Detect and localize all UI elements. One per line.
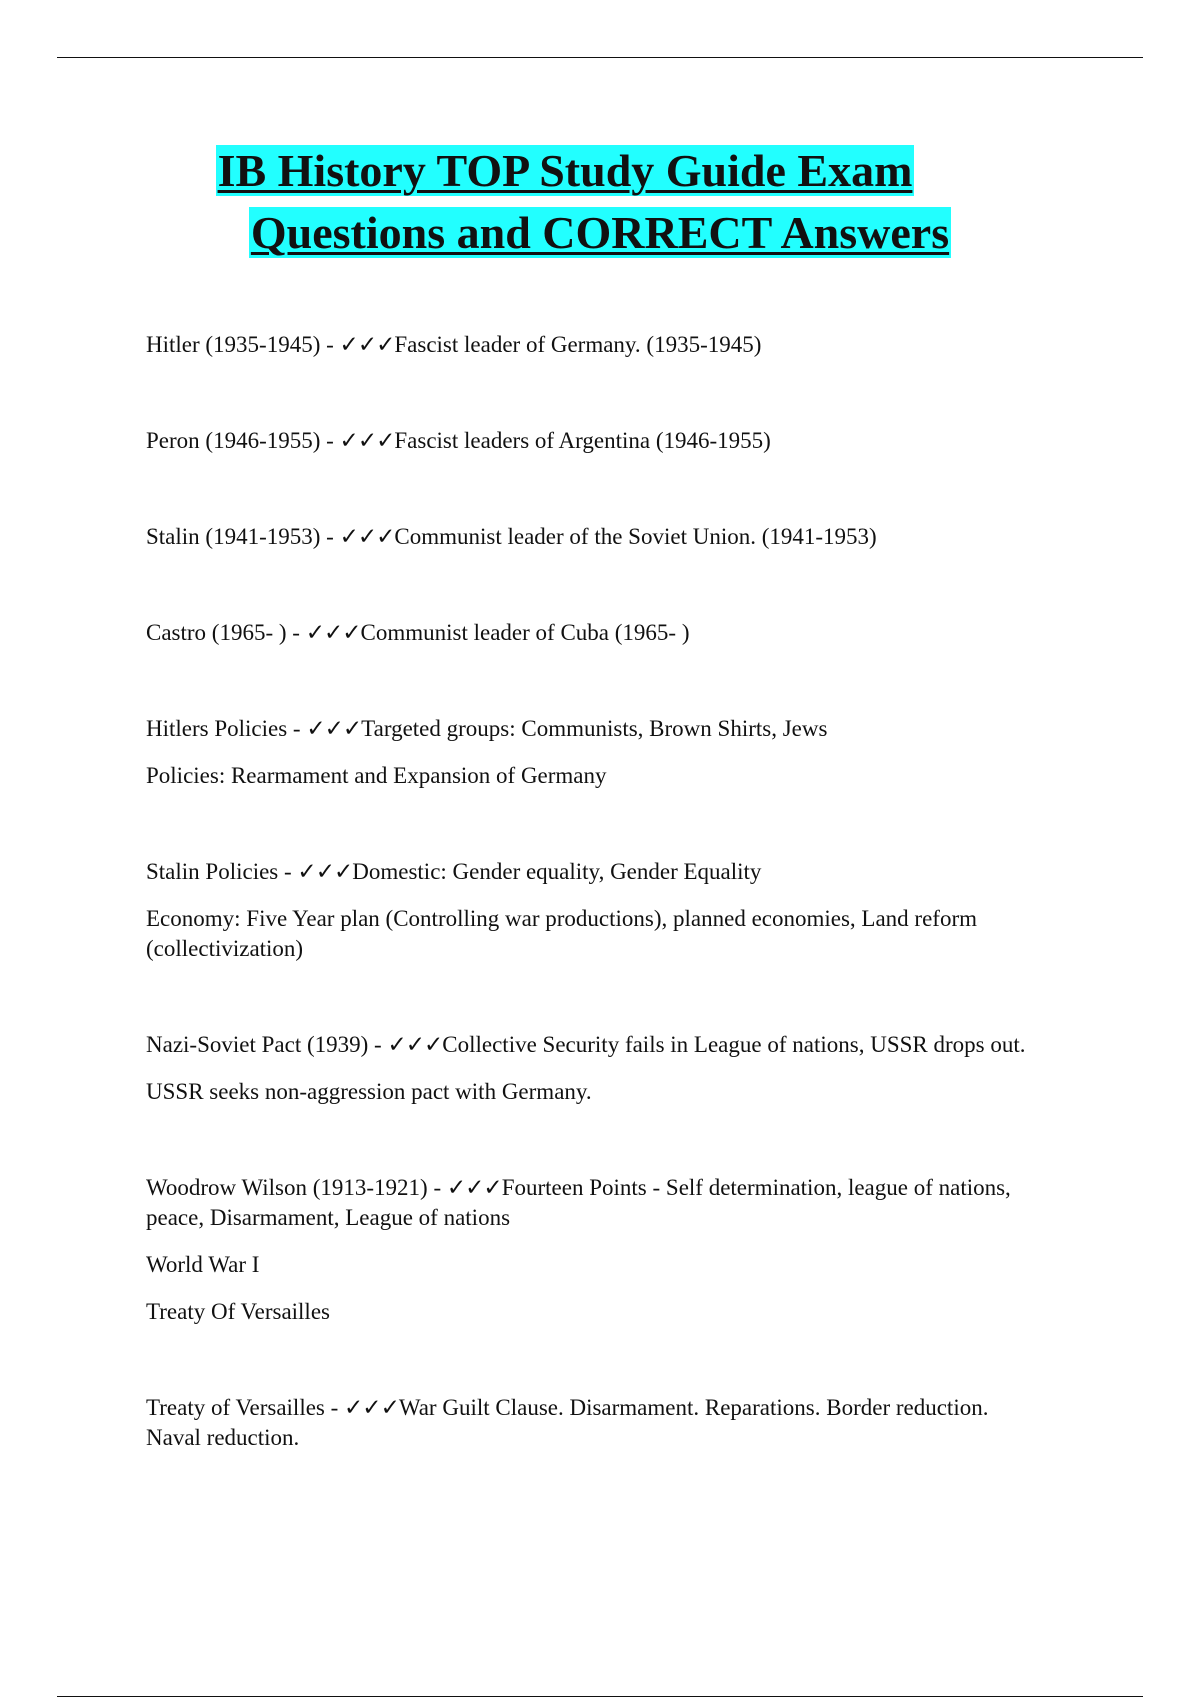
checkmark-icon: ✓✓✓ [339, 332, 395, 357]
qa-main-line [146, 618, 1046, 648]
qa-answer: Communist leader of Cuba (1965- ) [360, 620, 690, 645]
qa-main-line [146, 426, 1046, 456]
qa-extra-line: World War I [146, 1252, 260, 1277]
qa-answer: Fourteen Points - Self determination, league of nations, peace, Disarmament, League of nations [146, 1175, 1011, 1230]
qa-entry [146, 426, 1046, 456]
qa-main-line [146, 857, 1046, 887]
qa-entry [146, 1030, 1046, 1107]
qa-main-line [146, 330, 1046, 360]
qa-main-line [146, 522, 1046, 552]
qa-answer: Targeted groups: Communists, Brown Shirts, Jews [361, 716, 828, 741]
checkmark-icon: ✓✓✓ [344, 1395, 399, 1420]
qa-main-line [146, 1173, 1046, 1233]
qa-term: Treaty of Versailles - [146, 1395, 345, 1420]
checkmark-icon: ✓✓✓ [306, 716, 362, 741]
document-title [0, 140, 1200, 264]
qa-extra-line: Policies: Rearmament and Expansion of Germany [146, 763, 607, 788]
qa-term: Peron (1946-1955) - [146, 428, 340, 453]
checkmark-icon: ✓✓✓ [387, 1032, 443, 1057]
qa-extra-line: Treaty Of Versailles [146, 1299, 330, 1324]
qa-answer: Fascist leaders of Argentina (1946-1955) [394, 428, 771, 453]
qa-term: Hitlers Policies - [146, 716, 307, 741]
qa-term: Woodrow Wilson (1913-1921) - [146, 1175, 447, 1200]
qa-entry [146, 618, 1046, 648]
qa-answer: Fascist leader of Germany. (1935-1945) [394, 332, 762, 357]
qa-answer: Domestic: Gender equality, Gender Equality [352, 859, 762, 884]
qa-entry [146, 1173, 1046, 1327]
checkmark-icon: ✓✓✓ [446, 1175, 502, 1200]
bottom-rule [57, 1696, 1143, 1697]
checkmark-icon: ✓✓✓ [297, 859, 353, 884]
qa-entry [146, 714, 1046, 791]
qa-entry [146, 522, 1046, 552]
qa-main-line [146, 1393, 1046, 1453]
qa-term: Castro (1965- ) - [146, 620, 306, 645]
qa-answer: Communist leader of the Soviet Union. (1941-1953) [394, 524, 877, 549]
qa-answer: Collective Security fails in League of nations, USSR drops out. [442, 1032, 1026, 1057]
qa-term: Hitler (1935-1945) - [146, 332, 340, 357]
checkmark-icon: ✓✓✓ [339, 428, 395, 453]
title-line-1: IB History TOP Study Guide Exam [217, 145, 913, 196]
qa-entry [146, 857, 1046, 964]
qa-term: Stalin Policies - [146, 859, 298, 884]
qa-term: Nazi-Soviet Pact (1939) - [146, 1032, 388, 1057]
title-line-2: Questions and CORRECT Answers [250, 207, 950, 258]
qa-extra-line: USSR seeks non-aggression pact with Germany. [146, 1079, 592, 1104]
top-rule [57, 57, 1143, 58]
qa-entry [146, 1393, 1046, 1453]
qa-answer: War Guilt Clause. Disarmament. Reparations. Border reduction. Naval reduction. [146, 1395, 989, 1450]
qa-list [146, 330, 1046, 1519]
checkmark-icon: ✓✓✓ [339, 524, 395, 549]
qa-entry [146, 330, 1046, 360]
qa-main-line [146, 714, 1046, 744]
qa-main-line [146, 1030, 1046, 1060]
qa-term: Stalin (1941-1953) - [146, 524, 340, 549]
checkmark-icon: ✓✓✓ [305, 620, 361, 645]
qa-extra-line: Economy: Five Year plan (Controlling war productions), planned economies, Land reform (collectivization) [146, 906, 978, 961]
